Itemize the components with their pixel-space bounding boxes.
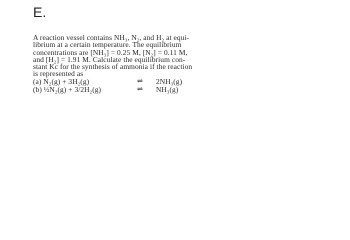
- problem-line-3: concentrations are [NH₃] = 0.25 M, [N₂] = 0.11 M,: [33, 47, 188, 57]
- reaction-b-label: (b): [33, 84, 42, 94]
- problem-line-5: stant Kc for the synthesis of ammonia if the reaction: [33, 62, 193, 72]
- problem-line-6: is represented as: [33, 69, 84, 79]
- reaction-b: [33, 86, 333, 94]
- equilibrium-arrow-icon: ⇌: [137, 84, 143, 93]
- reaction-b-label-and-reactants: [33, 86, 101, 93]
- problem-text: [33, 34, 333, 94]
- problem-line-2: librium at a certain temperature. The equilibrium: [33, 40, 182, 50]
- reaction-a-products: 2NH₃(g): [156, 76, 183, 86]
- reaction-a-reactants: N₂(g) + 3H₂(g): [43, 76, 90, 86]
- reaction-b-products: NH₃(g): [156, 84, 179, 94]
- equilibrium-arrow-icon: ⇌: [137, 76, 143, 85]
- problem-line-1: A reaction vessel contains NH₃, N₂, and H₂ at equi-: [33, 33, 190, 42]
- reaction-b-reactants: ½N₂(g) + 3/2H₂(g): [43, 84, 102, 94]
- problem-label: E.: [33, 4, 47, 20]
- reaction-a-label: (a): [33, 76, 42, 86]
- problem-line-4: and [H₂] = 1.91 M. Calculate the equilibrium con-: [33, 54, 186, 64]
